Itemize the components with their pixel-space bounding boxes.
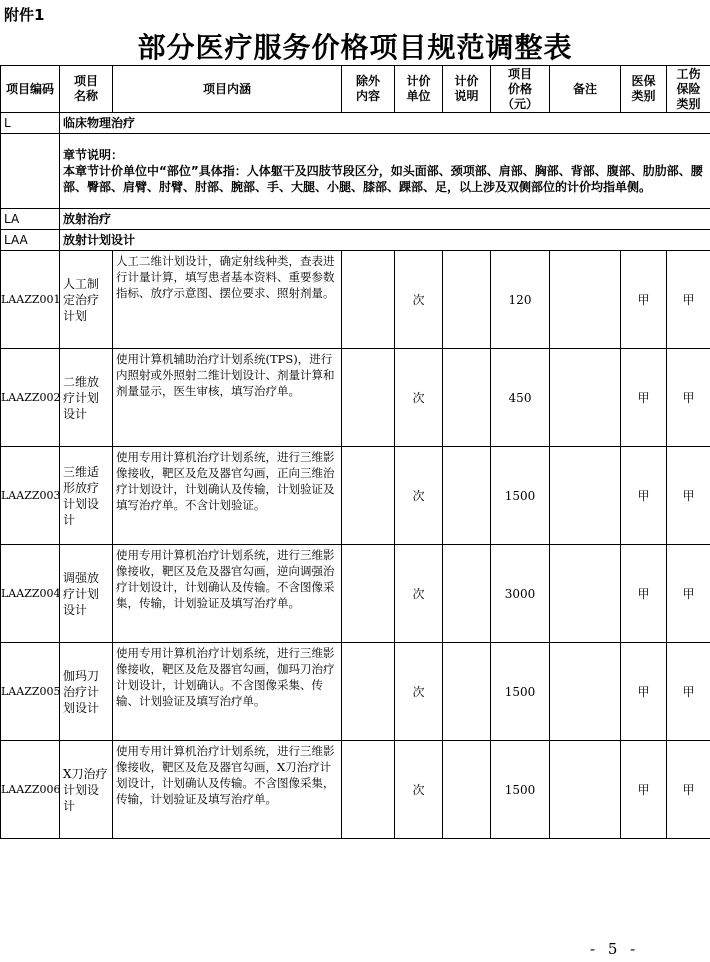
item-name: X刀治疗计划设计 [60,741,113,839]
header-medical-insurance: 医保 类别 [621,66,667,113]
item-content: 使用专用计算机治疗计划系统，进行三维影像接收，靶区及危及器官勾画，正向三维治疗计划设计，计划确认及传输，计划验证及填写治疗单。不含计划验证。 [113,447,342,545]
item-pricing-note [443,741,491,839]
item-name: 人工制定治疗计划 [60,251,113,349]
item-content: 人工二维计划设计，确定射线种类，查表进行计量计算，填写患者基本资料、重要参数指标、放疗示意图、摆位要求、照射剂量。 [113,251,342,349]
item-injury-insurance: 甲 [667,251,710,349]
table-row [1,349,710,447]
item-code: LAAZZ002 [1,349,60,447]
page-title: 部分医疗服务价格项目规范调整表 [137,31,573,64]
subsection-code: LA [1,209,60,230]
chapter-note-cell [60,134,710,209]
header-name: 项目 名称 [60,66,113,113]
item-medical-insurance: 甲 [621,741,667,839]
item-price: 1500 [491,643,550,741]
chapter-note-text: 本章节计价单位中“部位”具体指：人体躯干及四肢节段区分，如头面部、颈项部、肩部、胸部、背部、腹部、肋肋部、腰部、臀部、肩臂、肘臂、肘部、腕部、手、大腿、小腿、膝部、踝部、足，以上涉及双侧部位的计价均指单侧。 [63,164,703,194]
item-remark [550,447,621,545]
item-medical-insurance: 甲 [621,447,667,545]
table-row [1,447,710,545]
header-injury-insurance: 工伤 保险 类别 [667,66,710,113]
item-medical-insurance: 甲 [621,643,667,741]
table-row [1,251,710,349]
item-price: 1500 [491,741,550,839]
item-pricing-note [443,447,491,545]
chapter-note-heading: 章节说明： [63,148,124,162]
item-price: 3000 [491,545,550,643]
item-price: 1500 [491,447,550,545]
item-name: 二维放疗计划设计 [60,349,113,447]
header-pricing-note: 计价 说明 [443,66,491,113]
subsection-row [1,209,710,230]
section-code: L [1,113,60,134]
header-content: 项目内涵 [113,66,342,113]
item-medical-insurance: 甲 [621,545,667,643]
item-code: LAAZZ005 [1,643,60,741]
item-content: 使用专用计算机治疗计划系统，进行三维影像接收，靶区及危及器官勾画，逆向调强治疗计划设计，计划确认及传输。不含图像采集，传输，计划验证及填写治疗单。 [113,545,342,643]
item-unit: 次 [395,545,443,643]
table-row [1,741,710,839]
item-injury-insurance: 甲 [667,643,710,741]
section-row [1,113,710,134]
item-excluded [342,349,395,447]
item-injury-insurance: 甲 [667,545,710,643]
page-number: - 5 - [590,940,640,958]
item-excluded [342,447,395,545]
section-name: 临床物理治疗 [60,113,710,134]
item-code: LAAZZ003 [1,447,60,545]
table-row [1,643,710,741]
item-price: 120 [491,251,550,349]
item-content: 使用计算机辅助治疗计划系统(TPS)，进行内照射或外照射二维计划设计、剂量计算和剂量显示，医生审核，填写治疗单。 [113,349,342,447]
header-row [1,66,710,113]
header-unit: 计价 单位 [395,66,443,113]
item-remark [550,741,621,839]
item-remark [550,251,621,349]
subsection-row [1,230,710,251]
item-remark [550,349,621,447]
item-code: LAAZZ004 [1,545,60,643]
item-excluded [342,643,395,741]
header-remark: 备注 [550,66,621,113]
item-name: 三维适形放疗计划设计 [60,447,113,545]
item-unit: 次 [395,251,443,349]
item-pricing-note [443,349,491,447]
subsection-name: 放射治疗 [60,209,710,230]
item-unit: 次 [395,741,443,839]
item-name: 调强放疗计划设计 [60,545,113,643]
item-excluded [342,545,395,643]
item-code: LAAZZ006 [1,741,60,839]
item-content: 使用专用计算机治疗计划系统，进行三维影像接收，靶区及危及器官勾画，X刀治疗计划设计，计划确认及传输。不含图像采集，传输，计划验证及填写治疗单。 [113,741,342,839]
item-injury-insurance: 甲 [667,447,710,545]
chapter-note-row [1,134,710,209]
item-injury-insurance: 甲 [667,349,710,447]
item-pricing-note [443,643,491,741]
attachment-label: 附件1 [4,6,45,24]
item-medical-insurance: 甲 [621,349,667,447]
price-table [0,65,710,839]
table-row [1,545,710,643]
chapter-note-code-cell [1,134,60,209]
item-unit: 次 [395,447,443,545]
subsection-code: LAA [1,230,60,251]
item-pricing-note [443,251,491,349]
item-remark [550,545,621,643]
header-code: 项目编码 [1,66,60,113]
item-code: LAAZZ001 [1,251,60,349]
item-content: 使用专用计算机治疗计划系统，进行三维影像接收，靶区及危及器官勾画，伽玛刀治疗计划设计，计划确认。不含图像采集、传输、计划验证及填写治疗单。 [113,643,342,741]
item-unit: 次 [395,349,443,447]
item-medical-insurance: 甲 [621,251,667,349]
item-excluded [342,251,395,349]
item-remark [550,643,621,741]
subsection-name: 放射计划设计 [60,230,710,251]
header-excluded: 除外 内容 [342,66,395,113]
item-excluded [342,741,395,839]
item-name: 伽玛刀治疗计划设计 [60,643,113,741]
item-unit: 次 [395,643,443,741]
item-injury-insurance: 甲 [667,741,710,839]
header-price: 项目 价格 （元） [491,66,550,113]
item-price: 450 [491,349,550,447]
item-pricing-note [443,545,491,643]
